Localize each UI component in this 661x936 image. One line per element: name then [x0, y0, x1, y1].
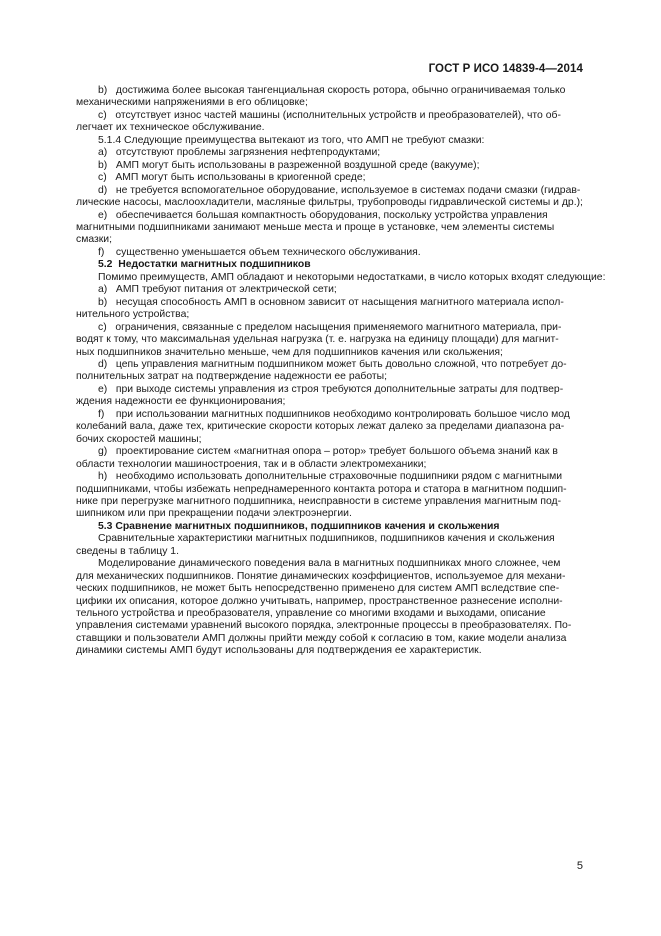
body-line: e) обеспечивается большая компактность оборудования, поскольку устройства управления — [98, 209, 548, 221]
body-line: h) необходимо использовать дополнительные страховочные подшипники рядом с магнитными — [98, 471, 563, 483]
body-line: смазки; — [76, 234, 113, 246]
body-line: e) при выходе системы управления из строя требуются дополнительные затраты для подтвер- — [98, 383, 564, 395]
body-line: колебаний вала, даже тех, критические скорости которых лежат далеко за пределами диапазона ра- — [76, 421, 565, 433]
body-line: для механических подшипников. Понятие динамических коэффициентов, используемое для механи- — [76, 570, 566, 582]
body-line: Моделирование динамического поведения вала в магнитных подшипниках много сложнее, чем — [98, 558, 561, 570]
body-line: управления системами уравнений высокого порядка, электронные процессы в преобразователях. По- — [76, 620, 572, 632]
body-line: подшипниками, чтобы избежать непреднамеренного контакта ротора и статора в магнитном подшип- — [76, 483, 567, 495]
body-line: c) АМП могут быть использованы в криогенной среде; — [98, 172, 366, 184]
body-line: сведены в таблицу 1. — [76, 545, 179, 557]
body-line: g) проектирование систем «магнитная опора – ротор» требует большого объема знаний как в — [98, 446, 558, 458]
body-line: бочих скоростей машины; — [76, 433, 202, 445]
standard-header: ГОСТ Р ИСО 14839-4—2014 — [428, 63, 583, 75]
body-line: полнительных затрат на подтверждение надежности ее работы; — [76, 371, 388, 383]
document-body — [76, 85, 606, 658]
body-line: b) несущая способность АМП в основном зависит от насыщения магнитного материала испол- — [98, 296, 564, 308]
body-line: d) цепь управления магнитным подшипником может быть довольно сложной, что потребует до- — [98, 358, 567, 370]
body-line: c) ограничения, связанные с пределом насыщения применяемого магнитного материала, при- — [98, 321, 562, 333]
body-line: ных подшипников значительно меньше, чем для подшипников качения или скольжения; — [76, 346, 503, 358]
body-line: шипником или при прекращении подачи электроэнергии. — [76, 508, 352, 520]
body-line: легчает их техническое обслуживание. — [76, 122, 265, 134]
body-line: ставщики и пользователи АМП должны прийти между собой к согласию в том, какие модели анализа — [76, 632, 567, 644]
body-line: b) АМП могут быть использованы в разреженной воздушной среде (вакууме); — [98, 159, 480, 171]
body-line: нительного устройства; — [76, 309, 190, 321]
body-line: ждения надежности ее функционирования; — [76, 396, 286, 408]
body-line: 5.3 Сравнение магнитных подшипников, подшипников качения и скольжения — [98, 520, 500, 532]
body-line: b) достижима более высокая тангенциальная скорость ротора, обычно ограничиваемая только — [98, 85, 566, 96]
body-line: магнитными подшипниками занимают меньше места и проще в установке, чем элементы системы — [76, 221, 555, 233]
body-line: 5.1.4 Следующие преимущества вытекают из того, что АМП не требуют смазки: — [98, 134, 485, 146]
body-line: 5.2 Недостатки магнитных подшипников — [98, 259, 311, 271]
body-line: тельного устройства и преобразователя, управление со многими входами и выходами, описание — [76, 608, 546, 620]
body-line: нике при перегрузке магнитного подшипника, неисправности в системе управления магнитным под- — [76, 495, 562, 507]
body-line: цифики их описания, которое должно учитывать, например, пространственное разнесение исполни- — [76, 595, 563, 607]
body-line: механическими напряжениями в его облицовке; — [76, 97, 308, 109]
body-line: c) отсутствует износ частей машины (исполнительных устройств и преобразователей), что об- — [98, 109, 561, 121]
body-line: a) АМП требуют питания от электрической сети; — [98, 284, 337, 296]
body-line: Сравнительные характеристики магнитных подшипников, подшипников качения и скольжения — [98, 533, 555, 545]
body-line: области технологии машиностроения, так и в области электромеханики; — [76, 458, 427, 470]
body-line: ческих подшипников, не может быть непосредственно применено для систем АМП вследствие спе- — [76, 583, 560, 595]
body-line: Помимо преимуществ, АМП обладают и некоторыми недостатками, в число которых входят следующие: — [98, 271, 606, 283]
body-line: f) при использовании магнитных подшипников необходимо контролировать большое число мод — [98, 408, 570, 420]
body-line: a) отсутствуют проблемы загрязнения нефтепродуктами; — [98, 147, 381, 159]
body-line: динамики системы АМП будут использованы для подтверждения ее характеристик. — [76, 645, 482, 657]
body-line: водят к тому, что максимальная удельная нагрузка (т. е. нагрузка на единицу площади) для магнит- — [76, 334, 559, 346]
body-line: лические насосы, маслоохладители, масляные фильтры, трубопроводы гидравлической системы и др.); — [76, 197, 583, 209]
page-number: 5 — [576, 860, 583, 872]
body-line: f) существенно уменьшается объем технического обслуживания. — [98, 246, 421, 258]
body-line: d) не требуется вспомогательное оборудование, используемое в системах подачи смазки (гидрав- — [98, 184, 581, 196]
